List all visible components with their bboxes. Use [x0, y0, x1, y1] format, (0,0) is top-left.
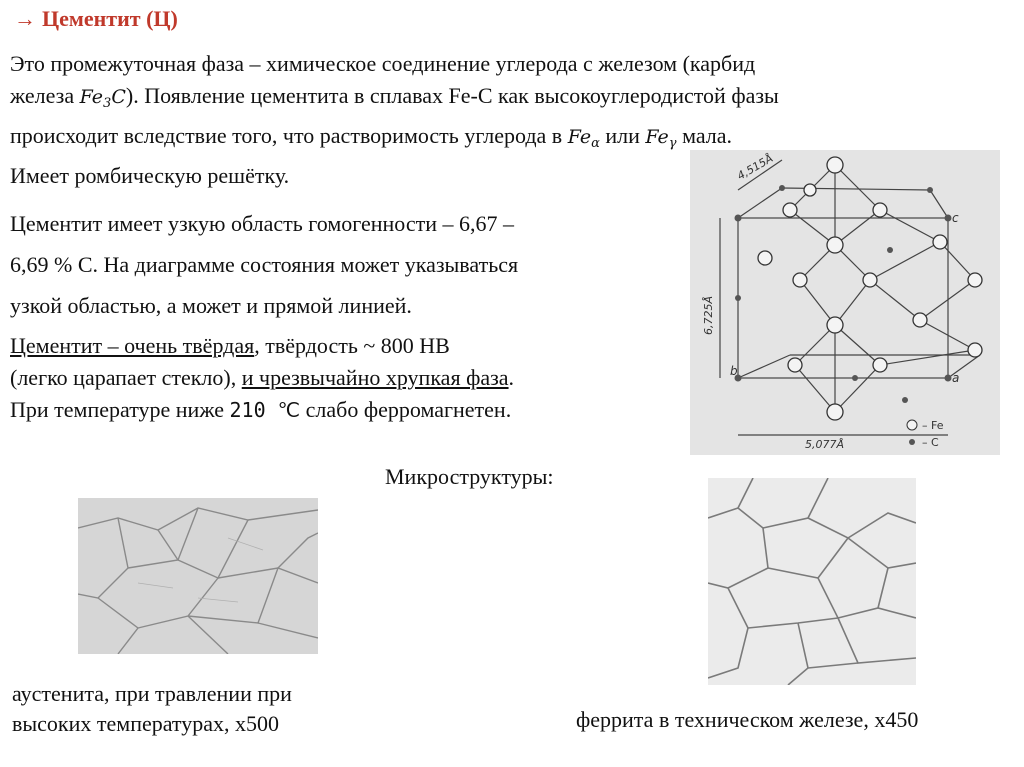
austenite-caption-line-2: высоких температурах, х500: [12, 711, 280, 736]
homogeneity-line-1: Цементит имеет узкую область гомогенности – 6,67 –: [10, 211, 514, 236]
hardness-text: При температуре ниже: [10, 397, 230, 422]
hardness-text: слабо ферромагнетен.: [300, 397, 512, 422]
axis-c-label: c: [952, 211, 959, 225]
hardness-text: .: [508, 365, 515, 390]
arrow-icon: →: [14, 6, 36, 31]
intro-text: мала.: [676, 123, 733, 148]
austenite-micrograph: [78, 498, 318, 654]
ferrite-micrograph: [708, 478, 916, 685]
formula-fe3c: [79, 86, 126, 111]
hardness-line-1: [10, 330, 685, 362]
homogeneity-line-3: узкой областью, а может и прямой линией.: [10, 293, 412, 318]
ferrite-caption: феррита в техническом железе, х450: [576, 707, 919, 732]
dimension-bottom: 5,077Å: [805, 438, 845, 451]
homogeneity-line-2: 6,69 % С. На диаграмме состояния может указываться: [10, 252, 519, 277]
austenite-caption-line-1: аустенита, при травлении при: [12, 681, 292, 706]
title-text: Цементит (Ц): [42, 6, 178, 31]
slide-title: [14, 6, 178, 32]
rhombic-lattice-text: Имеет ромбическую решётку.: [10, 163, 290, 188]
intro-line-2: [10, 80, 1015, 120]
hardness-paragraph: [10, 330, 685, 426]
underlined-text: и чрезвычайно хрупкая фаза: [241, 365, 509, 390]
hardness-text: (легко царапает стекло),: [10, 365, 242, 390]
lattice-drawing: [690, 150, 1000, 455]
intro-text: железа: [10, 83, 80, 108]
homogeneity-paragraph: [10, 203, 685, 326]
formula-fe-gamma: [645, 126, 677, 151]
microstructures-heading: Микроструктуры:: [385, 464, 554, 489]
formula-subscript: γ: [668, 136, 677, 151]
austenite-grain-drawing: [78, 498, 318, 654]
cementite-lattice-figure: [690, 150, 1000, 455]
hardness-line-2: [10, 362, 685, 394]
axis-b-label: b: [730, 364, 738, 378]
dimension-top: 4,515Å: [735, 151, 776, 183]
formula-part: C: [111, 86, 126, 108]
intro-text: происходит вследствие того, что растворимость углерода в: [10, 123, 568, 148]
intro-text: или: [599, 123, 646, 148]
hardness-text: , твёрдость ~ 800 НВ: [254, 333, 450, 358]
formula-subscript: 3: [103, 96, 112, 111]
legend-fe-marker: [907, 420, 917, 430]
formula-fe-alpha: [567, 126, 600, 151]
underlined-text: Цементит – очень твёрдая: [10, 333, 255, 358]
formula-part: Fe: [567, 126, 592, 148]
formula-subscript: α: [591, 136, 600, 151]
intro-line-1: Это промежуточная фаза – химическое соединение углерода с железом (карбид: [10, 51, 756, 76]
legend-fe-label: – Fe: [922, 419, 944, 432]
dimension-side: 6,725Å: [702, 295, 715, 335]
austenite-caption: [12, 679, 392, 739]
intro-text: ). Появление цементита в сплавах Fe-C как высокоуглеродистой фазы: [125, 83, 779, 108]
formula-part: Fe: [79, 86, 104, 108]
legend-c-marker: [909, 439, 915, 445]
ferrite-grain-drawing: [708, 478, 916, 685]
intro-paragraph: [10, 48, 1015, 160]
temperature-value: 210 ℃: [229, 398, 301, 422]
axis-a-label: a: [952, 371, 960, 385]
legend-c-label: – C: [922, 436, 939, 449]
formula-part: Fe: [645, 126, 669, 148]
hardness-line-3: [10, 394, 685, 426]
